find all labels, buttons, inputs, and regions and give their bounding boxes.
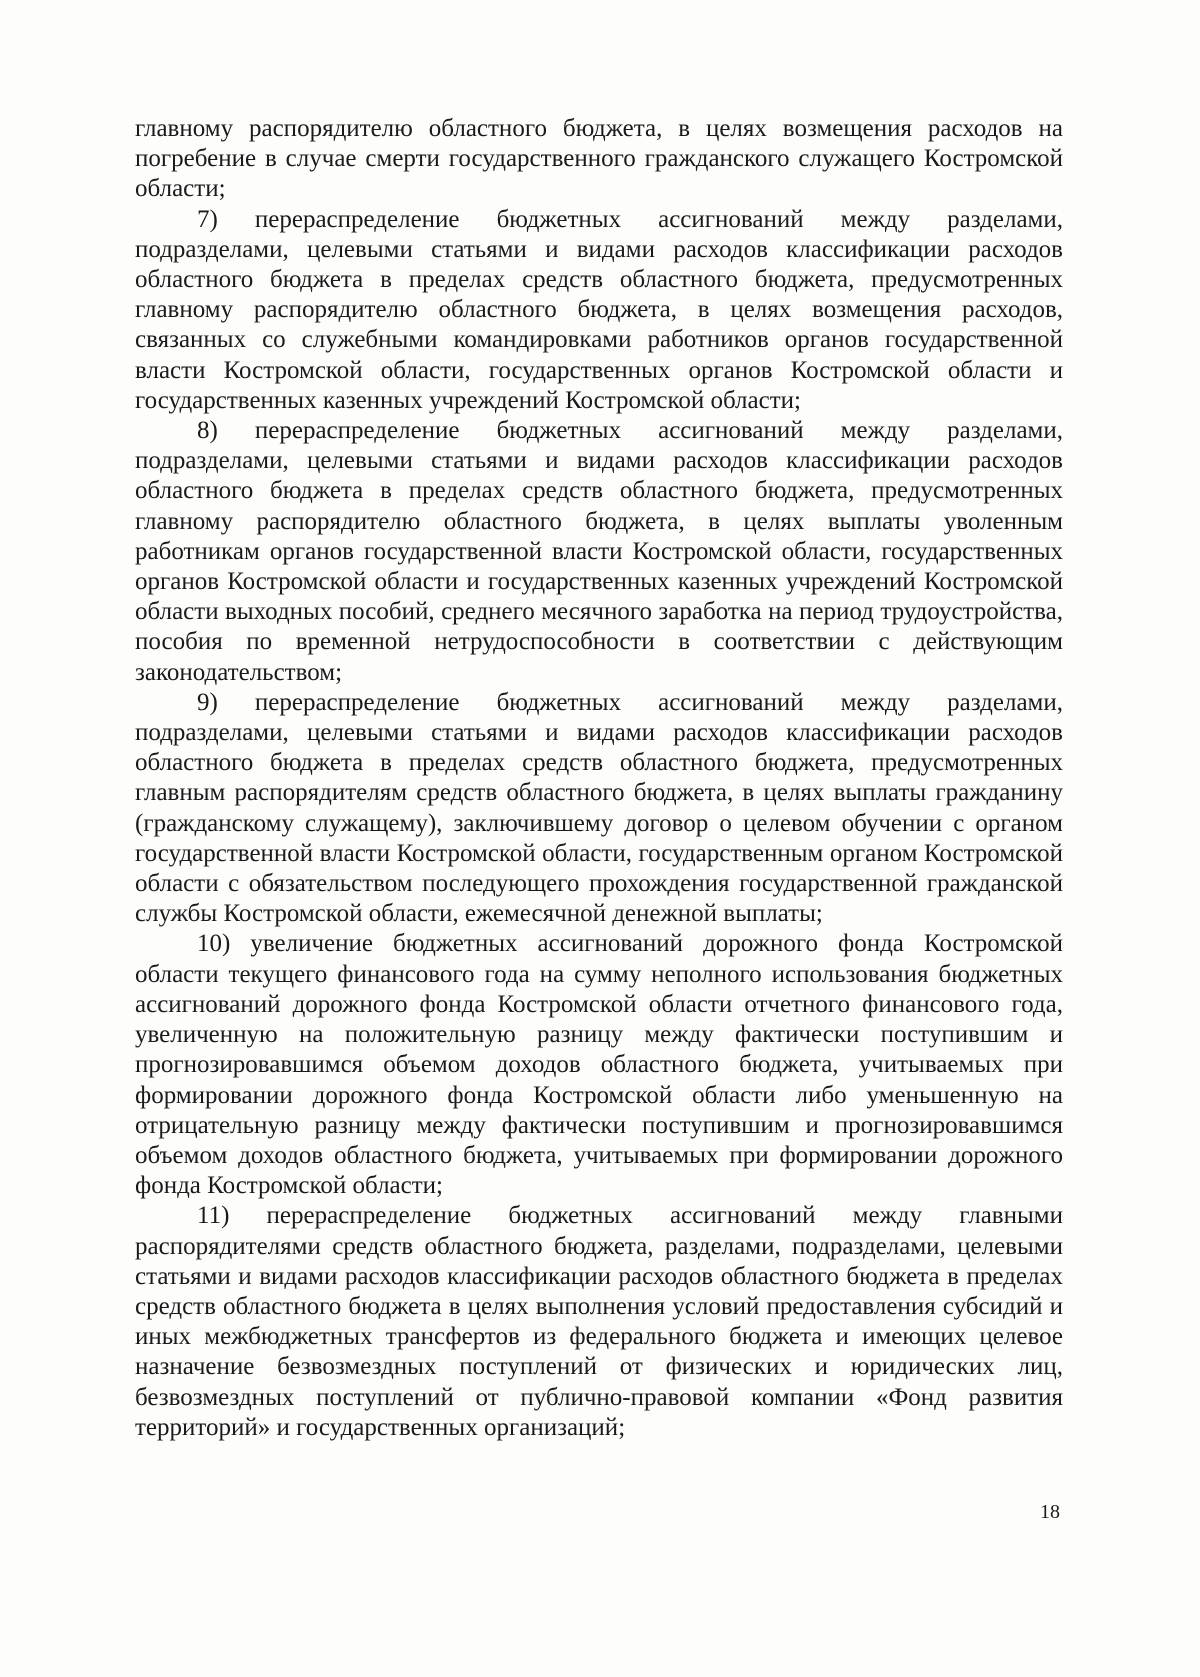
paragraph-continuation: главному распорядителю областного бюджета, в целях возмещения расходов на погребение в случае смерти государственного гражданского служащего Костромской области;	[135, 115, 1063, 203]
document-body	[135, 114, 1063, 1443]
page-number: 18	[1040, 1501, 1060, 1523]
paragraph-item-10: 10) увеличение бюджетных ассигнований дорожного фонда Костромской области текущего финансового года на сумму неполного использования бюджетных ассигнований дорожного фонда Костромской области отчетного финансового года, увеличенную на положительную разницу между фактически поступившим и прогнозировавшимся объемом доходов областного бюджета, учитываемых при формировании дорожного фонда Костромской области либо уменьшенную на отрицательную разницу между фактически поступившим и прогнозировавшимся объемом доходов областного бюджета, учитываемых при формировании дорожного фонда Костромской области;	[135, 930, 1063, 1200]
paragraph-item-11: 11) перераспределение бюджетных ассигнований между главными распорядителями средств областного бюджета, разделами, подразделами, целевыми статьями и видами расходов классификации расходов областного бюджета в пределах средств областного бюджета в целях выполнения условий предоставления субсидий и иных межбюджетных трансфертов из федерального бюджета и имеющих целевое назначение безвозмездных поступлений от физических и юридических лиц, безвозмездных поступлений от публично-правовой компании «Фонд развития территорий» и государственных организаций;	[135, 1202, 1063, 1441]
paragraph-item-7: 7) перераспределение бюджетных ассигнований между разделами, подразделами, целевыми статьями и видами расходов классификации расходов областного бюджета в пределах средств областного бюджета, предусмотренных главному распорядителю областного бюджета, в целях возмещения расходов, связанных со служебными командировками работников органов государственной власти Костромской области, государственных органов Костромской области и государственных казенных учреждений Костромской области;	[135, 205, 1063, 414]
paragraph-item-8: 8) перераспределение бюджетных ассигнований между разделами, подразделами, целевыми статьями и видами расходов классификации расходов областного бюджета в пределах средств областного бюджета, предусмотренных главному распорядителю областного бюджета, в целях выплаты уволенным работникам органов государственной власти Костромской области, государственных органов Костромской области и государственных казенных учреждений Костромской области выходных пособий, среднего месячного заработка на период трудоустройства, пособия по временной нетрудоспособности в соответствии с действующим законодательством;	[135, 417, 1063, 686]
paragraph-item-9: 9) перераспределение бюджетных ассигнований между разделами, подразделами, целевыми статьями и видами расходов классификации расходов областного бюджета в пределах средств областного бюджета, предусмотренных главным распорядителям средств областного бюджета, в целях выплаты гражданину (гражданскому служащему), заключившему договор о целевом обучении с органом государственной власти Костромской области, государственным органом Костромской области с обязательством последующего прохождения государственной гражданской службы Костромской области, ежемесячной денежной выплаты;	[135, 688, 1063, 928]
